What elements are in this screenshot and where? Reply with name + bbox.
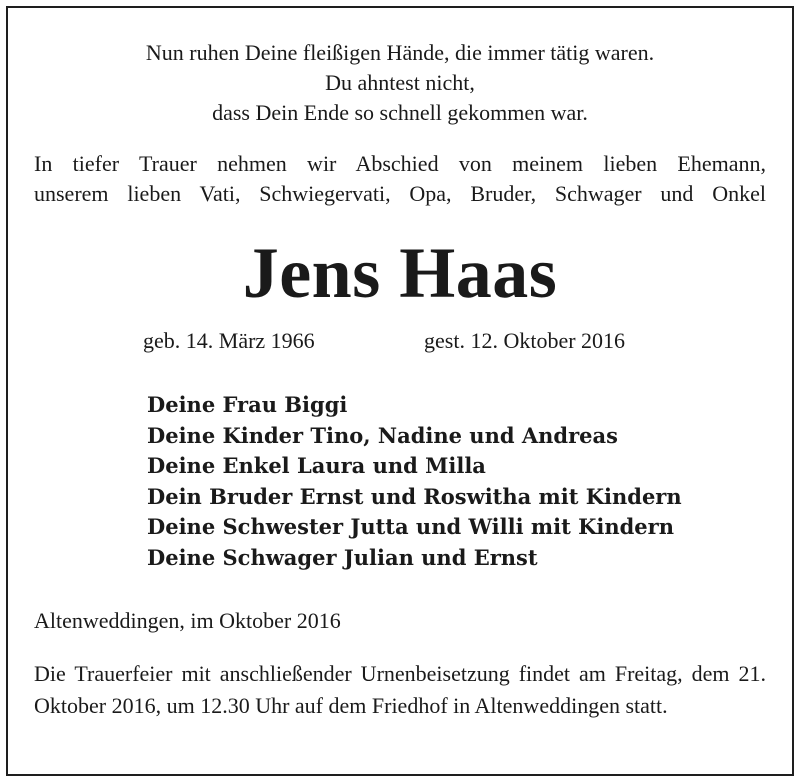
mourner-line: Deine Schwager Julian und Ernst <box>147 544 538 570</box>
deceased-name: Jens Haas <box>242 233 558 313</box>
mourner-line: Dein Bruder Ernst und Roswitha mit Kindern <box>147 483 682 509</box>
place-date: Altenweddingen, im Oktober 2016 <box>34 608 341 633</box>
death-date: gest. 12. Oktober 2016 <box>424 328 626 353</box>
verse-line: Nun ruhen Deine fleißigen Hände, die immer tätig waren. <box>145 40 655 65</box>
mourner-line: Deine Enkel Laura und Milla <box>147 453 486 478</box>
mourner-line: Deine Frau Biggi <box>147 392 348 417</box>
funeral-notice: Die Trauerfeier mit anschließender Urnenbeisetzung findet am Freitag, dem 21. Oktober 2016, um 12.30 Uhr auf dem Friedhof in Altenweddingen statt. <box>34 661 766 718</box>
intro-line: In tiefer Trauer nehmen wir Abschied von meinem lieben Ehemann, <box>34 151 766 176</box>
obituary-frame <box>6 6 794 776</box>
verse-line: dass Dein Ende so schnell gekommen war. <box>212 100 588 125</box>
birth-date: geb. 14. März 1966 <box>143 328 315 353</box>
memorial-verse <box>8 38 792 128</box>
intro-line: unserem lieben Vati, Schwiegervati, Opa, Bruder, Schwager und Onkel <box>34 181 766 206</box>
verse-line: Du ahntest nicht, <box>325 70 475 95</box>
mourners-list <box>147 390 682 573</box>
mourner-line: Deine Schwester Jutta und Willi mit Kindern <box>147 514 674 539</box>
mourner-line: Deine Kinder Tino, Nadine und Andreas <box>147 422 618 448</box>
intro-text <box>34 149 766 209</box>
